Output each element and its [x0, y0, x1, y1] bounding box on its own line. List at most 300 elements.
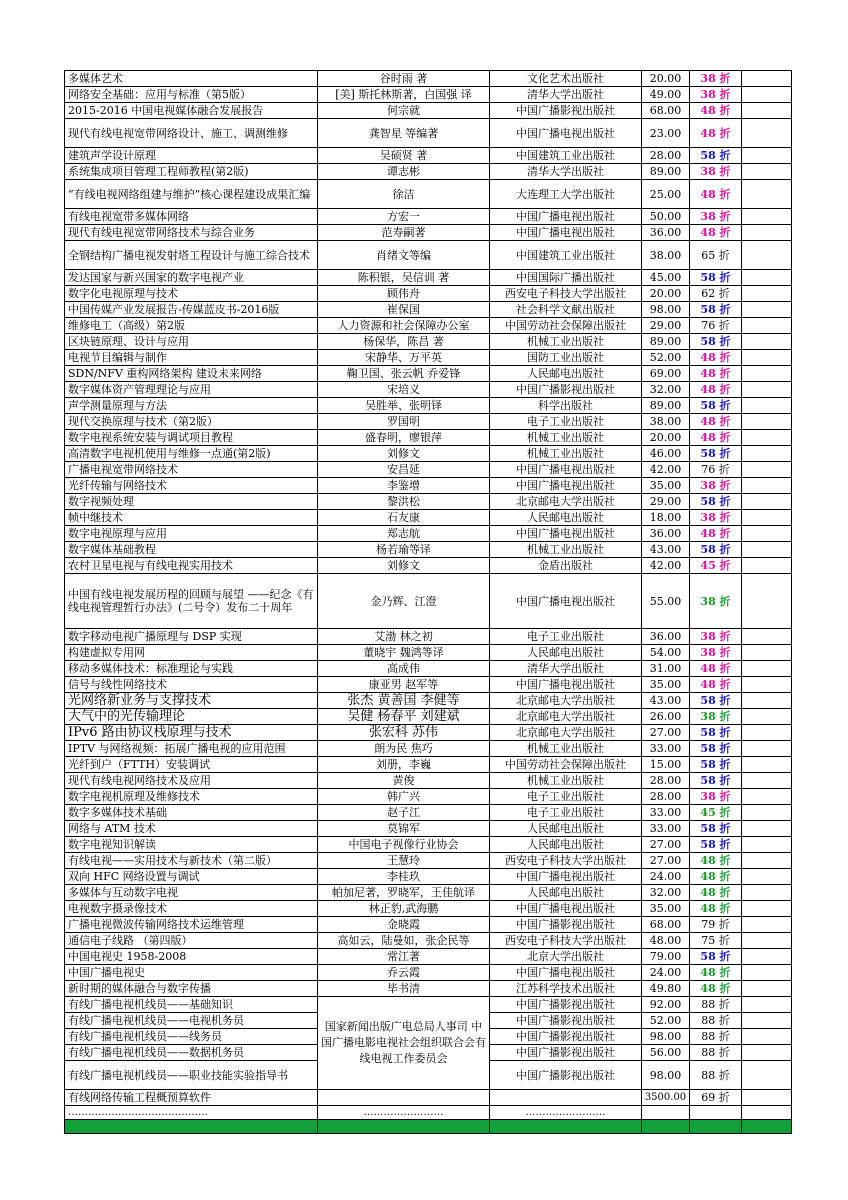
- book-author: [318, 1090, 490, 1106]
- book-title: 数字多媒体技术基础: [65, 805, 318, 821]
- book-price: 38.00: [642, 241, 690, 270]
- table-row: [65, 302, 792, 318]
- book-title: 双向 HFC 网络设置与调试: [65, 869, 318, 885]
- book-title: 现代有线电视宽带网络技术与综合业务: [65, 225, 318, 241]
- blank-cell: [742, 558, 792, 574]
- book-price: 18.00: [642, 510, 690, 526]
- book-publisher: 科学出版社: [490, 398, 642, 414]
- blank-cell: [742, 805, 792, 821]
- book-publisher: 中国国际广播出版社: [490, 270, 642, 286]
- book-author: 张杰 黄善国 李健等: [318, 693, 490, 709]
- book-title: 中国传媒产业发展报告-传媒蓝皮书-2016版: [65, 302, 318, 318]
- book-title: 大气中的光传输理论: [65, 709, 318, 725]
- book-price: 54.00: [642, 645, 690, 661]
- book-discount: 38 折: [690, 510, 742, 526]
- book-title: 帧中继技术: [65, 510, 318, 526]
- blank-cell: [742, 270, 792, 286]
- book-publisher: 机械工业出版社: [490, 430, 642, 446]
- book-author: 中国电子视像行业协会: [318, 837, 490, 853]
- book-publisher: 北京邮电大学出版社: [490, 709, 642, 725]
- book-price: 36.00: [642, 225, 690, 241]
- book-price: 42.00: [642, 558, 690, 574]
- book-price: 89.00: [642, 398, 690, 414]
- blank-cell: [742, 757, 792, 773]
- book-author: 范寿嗣著: [318, 225, 490, 241]
- book-discount: 38 折: [690, 574, 742, 629]
- book-title: 维修电工（高级）第2版: [65, 318, 318, 334]
- table-row: [65, 494, 792, 510]
- book-title: 系统集成项目管理工程师教程(第2版): [65, 164, 318, 180]
- blank-cell: [742, 709, 792, 725]
- book-price: 28.00: [642, 773, 690, 789]
- book-discount: 75 折: [690, 933, 742, 949]
- book-discount: 38 折: [690, 209, 742, 225]
- table-row: [65, 382, 792, 398]
- book-title: 新时期的媒体融合与数字传播: [65, 981, 318, 997]
- table-row: [65, 789, 792, 805]
- book-publisher: 中国广播影视出版社: [490, 1029, 642, 1045]
- book-author: 毕书清: [318, 981, 490, 997]
- ellipsis-publisher: ……………………: [490, 1106, 642, 1120]
- book-publisher: 中国广播电视出版社: [490, 901, 642, 917]
- book-price: 26.00: [642, 709, 690, 725]
- book-author: 黄俊: [318, 773, 490, 789]
- book-title: 高清数字电视机使用与维修一点通(第2版): [65, 446, 318, 462]
- book-discount: 38 折: [690, 789, 742, 805]
- book-publisher: 清华大学出版社: [490, 164, 642, 180]
- book-title: 电视节目编辑与制作: [65, 350, 318, 366]
- blank-cell: [742, 661, 792, 677]
- book-discount: 62 折: [690, 286, 742, 302]
- blank-cell: [742, 87, 792, 103]
- table-row: [65, 350, 792, 366]
- ellipsis-row: [65, 1106, 792, 1120]
- book-author: 林正豹,武海鹏: [318, 901, 490, 917]
- book-title: 信号与线性网络技术: [65, 677, 318, 693]
- book-price: 98.00: [642, 1029, 690, 1045]
- book-discount: 58 折: [690, 949, 742, 965]
- book-publisher: 人民邮电出版社: [490, 885, 642, 901]
- book-author: 龚智星 等编著: [318, 119, 490, 148]
- book-author: 帕加尼著，罗晓军，王佳航译: [318, 885, 490, 901]
- book-discount: 48 折: [690, 885, 742, 901]
- book-price: 98.00: [642, 1061, 690, 1090]
- table-row: [65, 526, 792, 542]
- book-publisher: 北京大学出版社: [490, 949, 642, 965]
- book-title: 光纤到户（FTTH）安装调试: [65, 757, 318, 773]
- table-row: [65, 334, 792, 350]
- book-publisher: 中国广播电视出版社: [490, 462, 642, 478]
- book-discount: 48 折: [690, 526, 742, 542]
- book-price: 89.00: [642, 334, 690, 350]
- book-discount: 88 折: [690, 1029, 742, 1045]
- book-discount: 38 折: [690, 164, 742, 180]
- book-publisher: 中国广播影视出版社: [490, 997, 642, 1013]
- book-price: 36.00: [642, 629, 690, 645]
- blank-cell: [742, 209, 792, 225]
- book-author: 刘册，李巍: [318, 757, 490, 773]
- book-author: 肖绪文等编: [318, 241, 490, 270]
- book-author: 谷时雨 著: [318, 71, 490, 87]
- blank-cell: [742, 241, 792, 270]
- book-discount: 48 折: [690, 901, 742, 917]
- book-price: 42.00: [642, 462, 690, 478]
- book-author: 安昌延: [318, 462, 490, 478]
- book-price: 35.00: [642, 901, 690, 917]
- book-title: 移动多媒体技术：标准理论与实践: [65, 661, 318, 677]
- book-price: 68.00: [642, 917, 690, 933]
- table-row: [65, 574, 792, 629]
- blank-cell: [742, 119, 792, 148]
- book-discount: 58 折: [690, 334, 742, 350]
- book-price: 29.00: [642, 318, 690, 334]
- book-discount: 58 折: [690, 302, 742, 318]
- table-row: [65, 693, 792, 709]
- book-title: 数字媒体资产管理理论与应用: [65, 382, 318, 398]
- blank-cell: [742, 773, 792, 789]
- book-author: 徐洁: [318, 180, 490, 209]
- book-discount: 58 折: [690, 837, 742, 853]
- book-author: 石友康: [318, 510, 490, 526]
- book-price: 50.00: [642, 209, 690, 225]
- book-title: 构建虚拟专用网: [65, 645, 318, 661]
- book-author: 吴健 杨春平 刘建斌: [318, 709, 490, 725]
- green-footer-bar: [65, 1120, 792, 1134]
- book-author: 崔保国: [318, 302, 490, 318]
- book-publisher: 中国广播电视出版社: [490, 869, 642, 885]
- table-row: [65, 869, 792, 885]
- table-row: [65, 853, 792, 869]
- blank-cell: [742, 981, 792, 997]
- book-discount: 88 折: [690, 1061, 742, 1090]
- blank-cell: [742, 350, 792, 366]
- table-row: [65, 997, 792, 1013]
- book-title: IPv6 路由协议栈原理与技术: [65, 725, 318, 741]
- blank-cell: [742, 997, 792, 1013]
- book-discount: 58 折: [690, 741, 742, 757]
- book-author: 李桂玖: [318, 869, 490, 885]
- book-price: 27.00: [642, 837, 690, 853]
- book-price: 49.00: [642, 87, 690, 103]
- book-author: 郑志航: [318, 526, 490, 542]
- book-publisher: 机械工业出版社: [490, 334, 642, 350]
- table-row: [65, 949, 792, 965]
- book-title: 中国电视史 1958-2008: [65, 949, 318, 965]
- book-author: 吴硕贤 著: [318, 148, 490, 164]
- book-publisher: 中国广播电视出版社: [490, 965, 642, 981]
- table-row: [65, 148, 792, 164]
- book-title: 区块链原理、设计与应用: [65, 334, 318, 350]
- book-publisher: 中国广播影视出版社: [490, 1045, 642, 1061]
- blank-cell: [742, 542, 792, 558]
- book-publisher: 人民邮电出版社: [490, 645, 642, 661]
- blank-cell: [742, 965, 792, 981]
- book-publisher: 中国建筑工业出版社: [490, 241, 642, 270]
- book-publisher: 人民邮电出版社: [490, 821, 642, 837]
- book-discount: 65 折: [690, 241, 742, 270]
- book-discount: 45 折: [690, 558, 742, 574]
- book-discount: 58 折: [690, 693, 742, 709]
- book-publisher: 北京邮电大学出版社: [490, 494, 642, 510]
- book-publisher: 大连理工大学出版社: [490, 180, 642, 209]
- book-discount: 38 折: [690, 478, 742, 494]
- book-discount: 76 折: [690, 318, 742, 334]
- book-author: 王慧玲: [318, 853, 490, 869]
- table-row: [65, 241, 792, 270]
- book-author: 赵子江: [318, 805, 490, 821]
- book-author: 何宗就: [318, 103, 490, 119]
- blank-cell: [742, 645, 792, 661]
- book-title: 发达国家与新兴国家的数字电视产业: [65, 270, 318, 286]
- book-title: 有线广播电视机线员——基础知识: [65, 997, 318, 1013]
- book-discount: 45 折: [690, 805, 742, 821]
- blank-cell: [742, 741, 792, 757]
- book-title: 数字媒体基础教程: [65, 542, 318, 558]
- table-row: [65, 661, 792, 677]
- blank-cell: [742, 725, 792, 741]
- book-discount: 48 折: [690, 965, 742, 981]
- blank-cell: [742, 494, 792, 510]
- book-author: 朗为民 焦巧: [318, 741, 490, 757]
- green-bar-cell: [642, 1120, 690, 1134]
- book-publisher: 中国广播电视出版社: [490, 574, 642, 629]
- table-row: [65, 462, 792, 478]
- book-publisher: 北京邮电大学出版社: [490, 693, 642, 709]
- book-author: 鞠卫国、张云帆 乔爱锋: [318, 366, 490, 382]
- book-discount: 38 折: [690, 645, 742, 661]
- book-price: 52.00: [642, 350, 690, 366]
- book-author: 李鉴增: [318, 478, 490, 494]
- book-title: 有线电视宽带多媒体网络: [65, 209, 318, 225]
- blank-cell: [742, 414, 792, 430]
- book-discount: 38 折: [690, 87, 742, 103]
- blank-cell: [742, 148, 792, 164]
- table-row: [65, 119, 792, 148]
- book-publisher: 西安电子科技大学出版社: [490, 286, 642, 302]
- group-author: 国家新闻出版广电总局人事司 中国广播电影电视社会组织联合会有线电视工作委员会: [318, 997, 490, 1090]
- book-title: 现代有线电视网络技术及应用: [65, 773, 318, 789]
- book-title: 有线广播电视机线员——职业技能实验指导书: [65, 1061, 318, 1090]
- book-title: 有线广播电视机线员——数据机务员: [65, 1045, 318, 1061]
- book-publisher: 清华大学出版社: [490, 661, 642, 677]
- table-row: [65, 398, 792, 414]
- book-publisher: [490, 1090, 642, 1106]
- book-title: 数字电视知识解读: [65, 837, 318, 853]
- book-price: 35.00: [642, 677, 690, 693]
- blank-cell: [742, 510, 792, 526]
- table-row: [65, 645, 792, 661]
- blank-cell: [742, 478, 792, 494]
- blank-cell: [742, 180, 792, 209]
- table-row: [65, 1090, 792, 1106]
- book-price: 45.00: [642, 270, 690, 286]
- book-publisher: 中国广播电视出版社: [490, 526, 642, 542]
- table-row: [65, 103, 792, 119]
- table-row: [65, 917, 792, 933]
- book-author: 金乃辉、江澄: [318, 574, 490, 629]
- table-row: [65, 318, 792, 334]
- book-author: 黎洪松: [318, 494, 490, 510]
- book-publisher: 机械工业出版社: [490, 741, 642, 757]
- book-price: 31.00: [642, 661, 690, 677]
- book-publisher: 中国广播影视出版社: [490, 1013, 642, 1029]
- table-row: [65, 478, 792, 494]
- table-row: [65, 558, 792, 574]
- book-discount: 38 折: [690, 629, 742, 645]
- blank-cell: [742, 1090, 792, 1106]
- blank-cell: [742, 949, 792, 965]
- book-title: 网络与 ATM 技术: [65, 821, 318, 837]
- table-row: [65, 542, 792, 558]
- book-discount: 88 折: [690, 1045, 742, 1061]
- table-row: [65, 837, 792, 853]
- blank-cell: [742, 821, 792, 837]
- book-publisher: 中国广播电视出版社: [490, 225, 642, 241]
- book-price: 89.00: [642, 164, 690, 180]
- book-title: 现代有线电视宽带网络设计、施工、调测维修: [65, 119, 318, 148]
- book-publisher: 社会科学文献出版社: [490, 302, 642, 318]
- book-publisher: 人民邮电出版社: [490, 510, 642, 526]
- table-row: [65, 225, 792, 241]
- book-discount: 48 折: [690, 981, 742, 997]
- book-title: 声学测量原理与方法: [65, 398, 318, 414]
- book-publisher: 电子工业出版社: [490, 805, 642, 821]
- book-discount: 48 折: [690, 853, 742, 869]
- book-title: 电视数字摄录像技术: [65, 901, 318, 917]
- book-price: 56.00: [642, 1045, 690, 1061]
- book-title: 数字视频处理: [65, 494, 318, 510]
- book-discount: 58 折: [690, 821, 742, 837]
- book-price: 68.00: [642, 103, 690, 119]
- book-discount: 58 折: [690, 494, 742, 510]
- table-row: [65, 773, 792, 789]
- blank-cell: [742, 382, 792, 398]
- book-price: 35.00: [642, 478, 690, 494]
- book-price: 98.00: [642, 302, 690, 318]
- blank-cell: [742, 103, 792, 119]
- table-row: [65, 446, 792, 462]
- book-author: 陈积银，吴信训 著: [318, 270, 490, 286]
- book-title: 有线电视——实用技术与新技术（第二版）: [65, 853, 318, 869]
- book-title: 现代交换原理与技术（第2版）: [65, 414, 318, 430]
- book-publisher: 江苏科学技术出版社: [490, 981, 642, 997]
- book-publisher: 国防工业出版社: [490, 350, 642, 366]
- book-publisher: 中国广播电视出版社: [490, 209, 642, 225]
- book-price: 20.00: [642, 430, 690, 446]
- book-discount: 58 折: [690, 725, 742, 741]
- book-author: 盛春明，廖银萍: [318, 430, 490, 446]
- table-row: [65, 981, 792, 997]
- table-row: [65, 366, 792, 382]
- book-author: 人力资源和社会保障办公室: [318, 318, 490, 334]
- book-discount: 38 折: [690, 709, 742, 725]
- book-author: 董晓宇 魏鸿等译: [318, 645, 490, 661]
- book-discount: 48 折: [690, 414, 742, 430]
- table-row: [65, 901, 792, 917]
- book-discount: 58 折: [690, 270, 742, 286]
- book-discount: 58 折: [690, 148, 742, 164]
- table-row: [65, 286, 792, 302]
- book-discount: 88 折: [690, 997, 742, 1013]
- book-author: 杨保华，陈昌 著: [318, 334, 490, 350]
- book-author: 张宏科 苏伟: [318, 725, 490, 741]
- book-price: 25.00: [642, 180, 690, 209]
- book-discount: 38 折: [690, 71, 742, 87]
- book-price: 20.00: [642, 71, 690, 87]
- book-author: 高如云，陆曼如，张企民等: [318, 933, 490, 949]
- book-title: “有线电视网络组建与维护”核心课程建设成果汇编: [65, 180, 318, 209]
- book-publisher: 中国广播电视出版社: [490, 478, 642, 494]
- book-price-table: [64, 70, 792, 1134]
- green-bar-cell: [318, 1120, 490, 1134]
- book-author: 高成伟: [318, 661, 490, 677]
- book-discount: 58 折: [690, 773, 742, 789]
- ellipsis-author: ……………………: [318, 1106, 490, 1120]
- blank-cell: [742, 574, 792, 629]
- book-price: 20.00: [642, 286, 690, 302]
- table-row: [65, 71, 792, 87]
- book-price: 27.00: [642, 725, 690, 741]
- book-price: 32.00: [642, 885, 690, 901]
- book-author: 艾渤 林之初: [318, 629, 490, 645]
- book-author: 吴胜举、张明铎: [318, 398, 490, 414]
- book-title: 中国广播电视史: [65, 965, 318, 981]
- book-title: 广播电视宽带网络技术: [65, 462, 318, 478]
- book-publisher: 西安电子科技大学出版社: [490, 853, 642, 869]
- book-publisher: 中国劳动社会保障出版社: [490, 757, 642, 773]
- book-publisher: 清华大学出版社: [490, 87, 642, 103]
- book-title: SDN/NFV 重构网络架构 建设未来网络: [65, 366, 318, 382]
- book-discount: 48 折: [690, 430, 742, 446]
- table-row: [65, 270, 792, 286]
- table-row: [65, 510, 792, 526]
- book-publisher: 文化艺术出版社: [490, 71, 642, 87]
- book-discount: 69 折: [690, 1090, 742, 1106]
- book-author: 金晓霞: [318, 917, 490, 933]
- blank-cell: [742, 302, 792, 318]
- blank-cell: [742, 462, 792, 478]
- book-price: 92.00: [642, 997, 690, 1013]
- book-title: 中国有线电视发展历程的回顾与展望 ——纪念《有线电视管理暂行办法》(二号令）发布二十周年: [65, 574, 318, 629]
- blank-cell: [742, 853, 792, 869]
- book-price: 23.00: [642, 119, 690, 148]
- book-price: 29.00: [642, 494, 690, 510]
- blank-cell: [642, 1106, 690, 1120]
- book-price: 27.00: [642, 853, 690, 869]
- book-author: 莫锦军: [318, 821, 490, 837]
- blank-cell: [742, 629, 792, 645]
- table-row: [65, 87, 792, 103]
- book-price: 15.00: [642, 757, 690, 773]
- table-row: [65, 164, 792, 180]
- book-title: 有线网络传输工程概预算软件: [65, 1090, 318, 1106]
- book-publisher: 机械工业出版社: [490, 446, 642, 462]
- book-author: 常江著: [318, 949, 490, 965]
- book-title: 多媒体与互动数字电视: [65, 885, 318, 901]
- book-publisher: 中国广播电视出版社: [490, 677, 642, 693]
- book-discount: 48 折: [690, 103, 742, 119]
- blank-cell: [742, 526, 792, 542]
- blank-cell: [742, 869, 792, 885]
- table-row: [65, 414, 792, 430]
- book-price: 33.00: [642, 741, 690, 757]
- book-publisher: 电子工业出版社: [490, 629, 642, 645]
- book-publisher: 中国建筑工业出版社: [490, 148, 642, 164]
- book-author: 杨若瑜等译: [318, 542, 490, 558]
- book-title: 全钢结构广播电视发射塔工程设计与施工综合技术: [65, 241, 318, 270]
- book-publisher: 人民邮电出版社: [490, 837, 642, 853]
- book-publisher: 金盾出版社: [490, 558, 642, 574]
